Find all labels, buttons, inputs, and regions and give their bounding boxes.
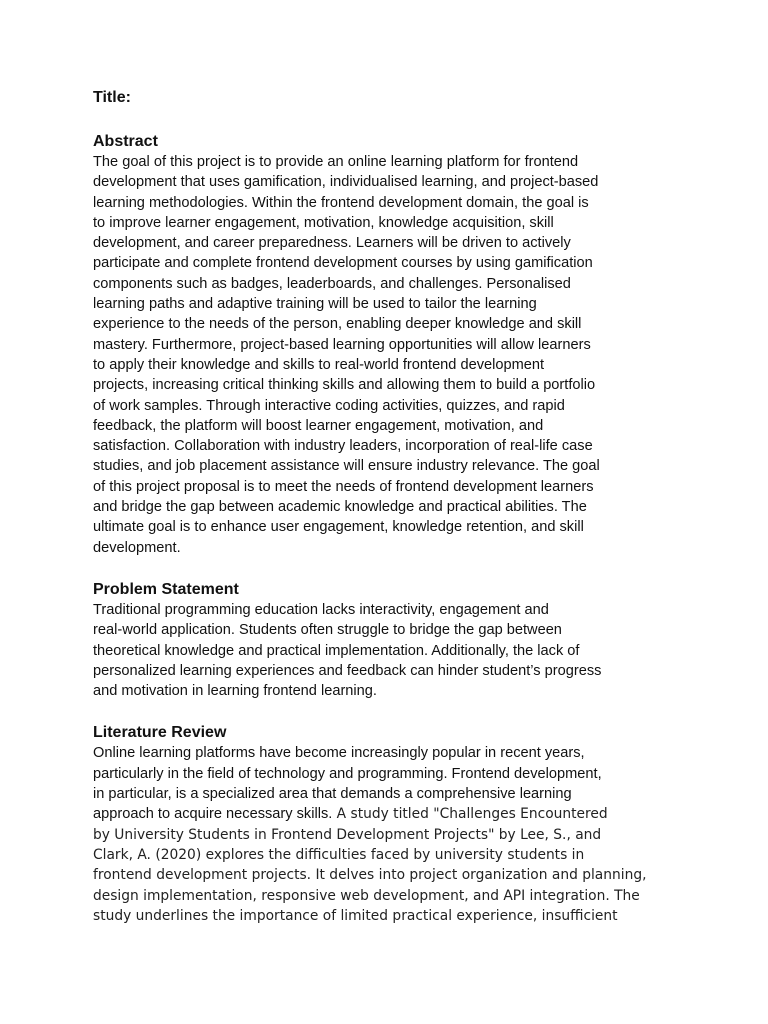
text-line-alt-font: study underlines the importance of limited practical experience, insufficient — [93, 907, 618, 924]
text-line: The goal of this project is to provide an online learning platform for frontend — [93, 154, 579, 170]
text-line: Online learning platforms have become increasingly popular in recent years, — [93, 745, 585, 762]
text-segment: approach to acquire necessary skills. — [93, 806, 333, 823]
text-line: to apply their knowledge and skills to real-world frontend development — [93, 356, 545, 373]
text-line-mixed — [93, 804, 683, 824]
text-line: real-world application. Students often struggle to bridge the gap between — [93, 622, 562, 639]
abstract-paragraph — [93, 152, 683, 558]
text-line: theoretical knowledge and practical implementation. Additionally, the lack of — [93, 642, 580, 659]
text-line: studies, and job placement assistance will ensure industry relevance. The goal — [93, 458, 600, 475]
text-line: in particular, is a specialized area that demands a comprehensive learning — [93, 786, 572, 803]
text-line: feedback, the platform will boost learner engagement, motivation, and — [93, 417, 544, 434]
text-line: development. — [93, 539, 181, 556]
text-line: satisfaction. Collaboration with industry leaders, incorporation of real-life case — [93, 438, 593, 455]
text-line: personalized learning experiences and feedback can hinder student’s progress — [93, 662, 602, 679]
text-line: projects, increasing critical thinking skills and allowing them to build a portfolio — [93, 377, 596, 394]
text-line: experience to the needs of the person, enabling deeper knowledge and skill — [93, 316, 582, 333]
text-segment-alt-font: A study titled "Challenges Encountered — [332, 806, 608, 823]
abstract-heading: Abstract — [93, 133, 158, 150]
text-line: and motivation in learning frontend learning. — [93, 683, 377, 700]
text-line: and bridge the gap between academic knowledge and practical abilities. The — [93, 499, 587, 516]
text-line: components such as badges, leaderboards, and challenges. Personalised — [93, 275, 571, 292]
text-line-alt-font: frontend development projects. It delves into project organization and planning, — [93, 867, 647, 884]
document-page — [93, 88, 683, 948]
problem-statement-paragraph — [93, 600, 683, 701]
literature-review-heading: Literature Review — [93, 724, 227, 742]
text-line: to improve learner engagement, motivation, knowledge acquisition, skill — [93, 214, 554, 231]
text-line: development that uses gamification, individualised learning, and project-based — [93, 174, 599, 191]
text-line: learning paths and adaptive training will be used to tailor the learning — [93, 296, 537, 313]
text-line: participate and complete frontend development courses by using gamification — [93, 255, 593, 272]
text-line: particularly in the field of technology and programming. Frontend development, — [93, 765, 602, 782]
text-line: Traditional programming education lacks interactivity, engagement and — [93, 601, 549, 618]
document-title: Title: — [93, 89, 131, 106]
text-line-alt-font: by University Students in Frontend Development Projects" by Lee, S., and — [93, 826, 602, 843]
text-line: of this project proposal is to meet the needs of frontend development learners — [93, 478, 594, 495]
text-line-alt-font: Clark, A. (2020) explores the difficulties faced by university students in — [93, 846, 585, 863]
literature-review-paragraph — [93, 743, 683, 926]
text-line: of work samples. Through interactive coding activities, quizzes, and rapid — [93, 397, 565, 414]
text-line: mastery. Furthermore, project-based learning opportunities will allow learners — [93, 336, 591, 353]
text-line-alt-font: design implementation, responsive web development, and API integration. The — [93, 887, 640, 904]
text-line: learning methodologies. Within the frontend development domain, the goal is — [93, 194, 589, 211]
text-line: development, and career preparedness. Learners will be driven to actively — [93, 235, 571, 252]
text-line: ultimate goal is to enhance user engagement, knowledge retention, and skill — [93, 519, 584, 536]
problem-statement-heading: Problem Statement — [93, 580, 239, 598]
